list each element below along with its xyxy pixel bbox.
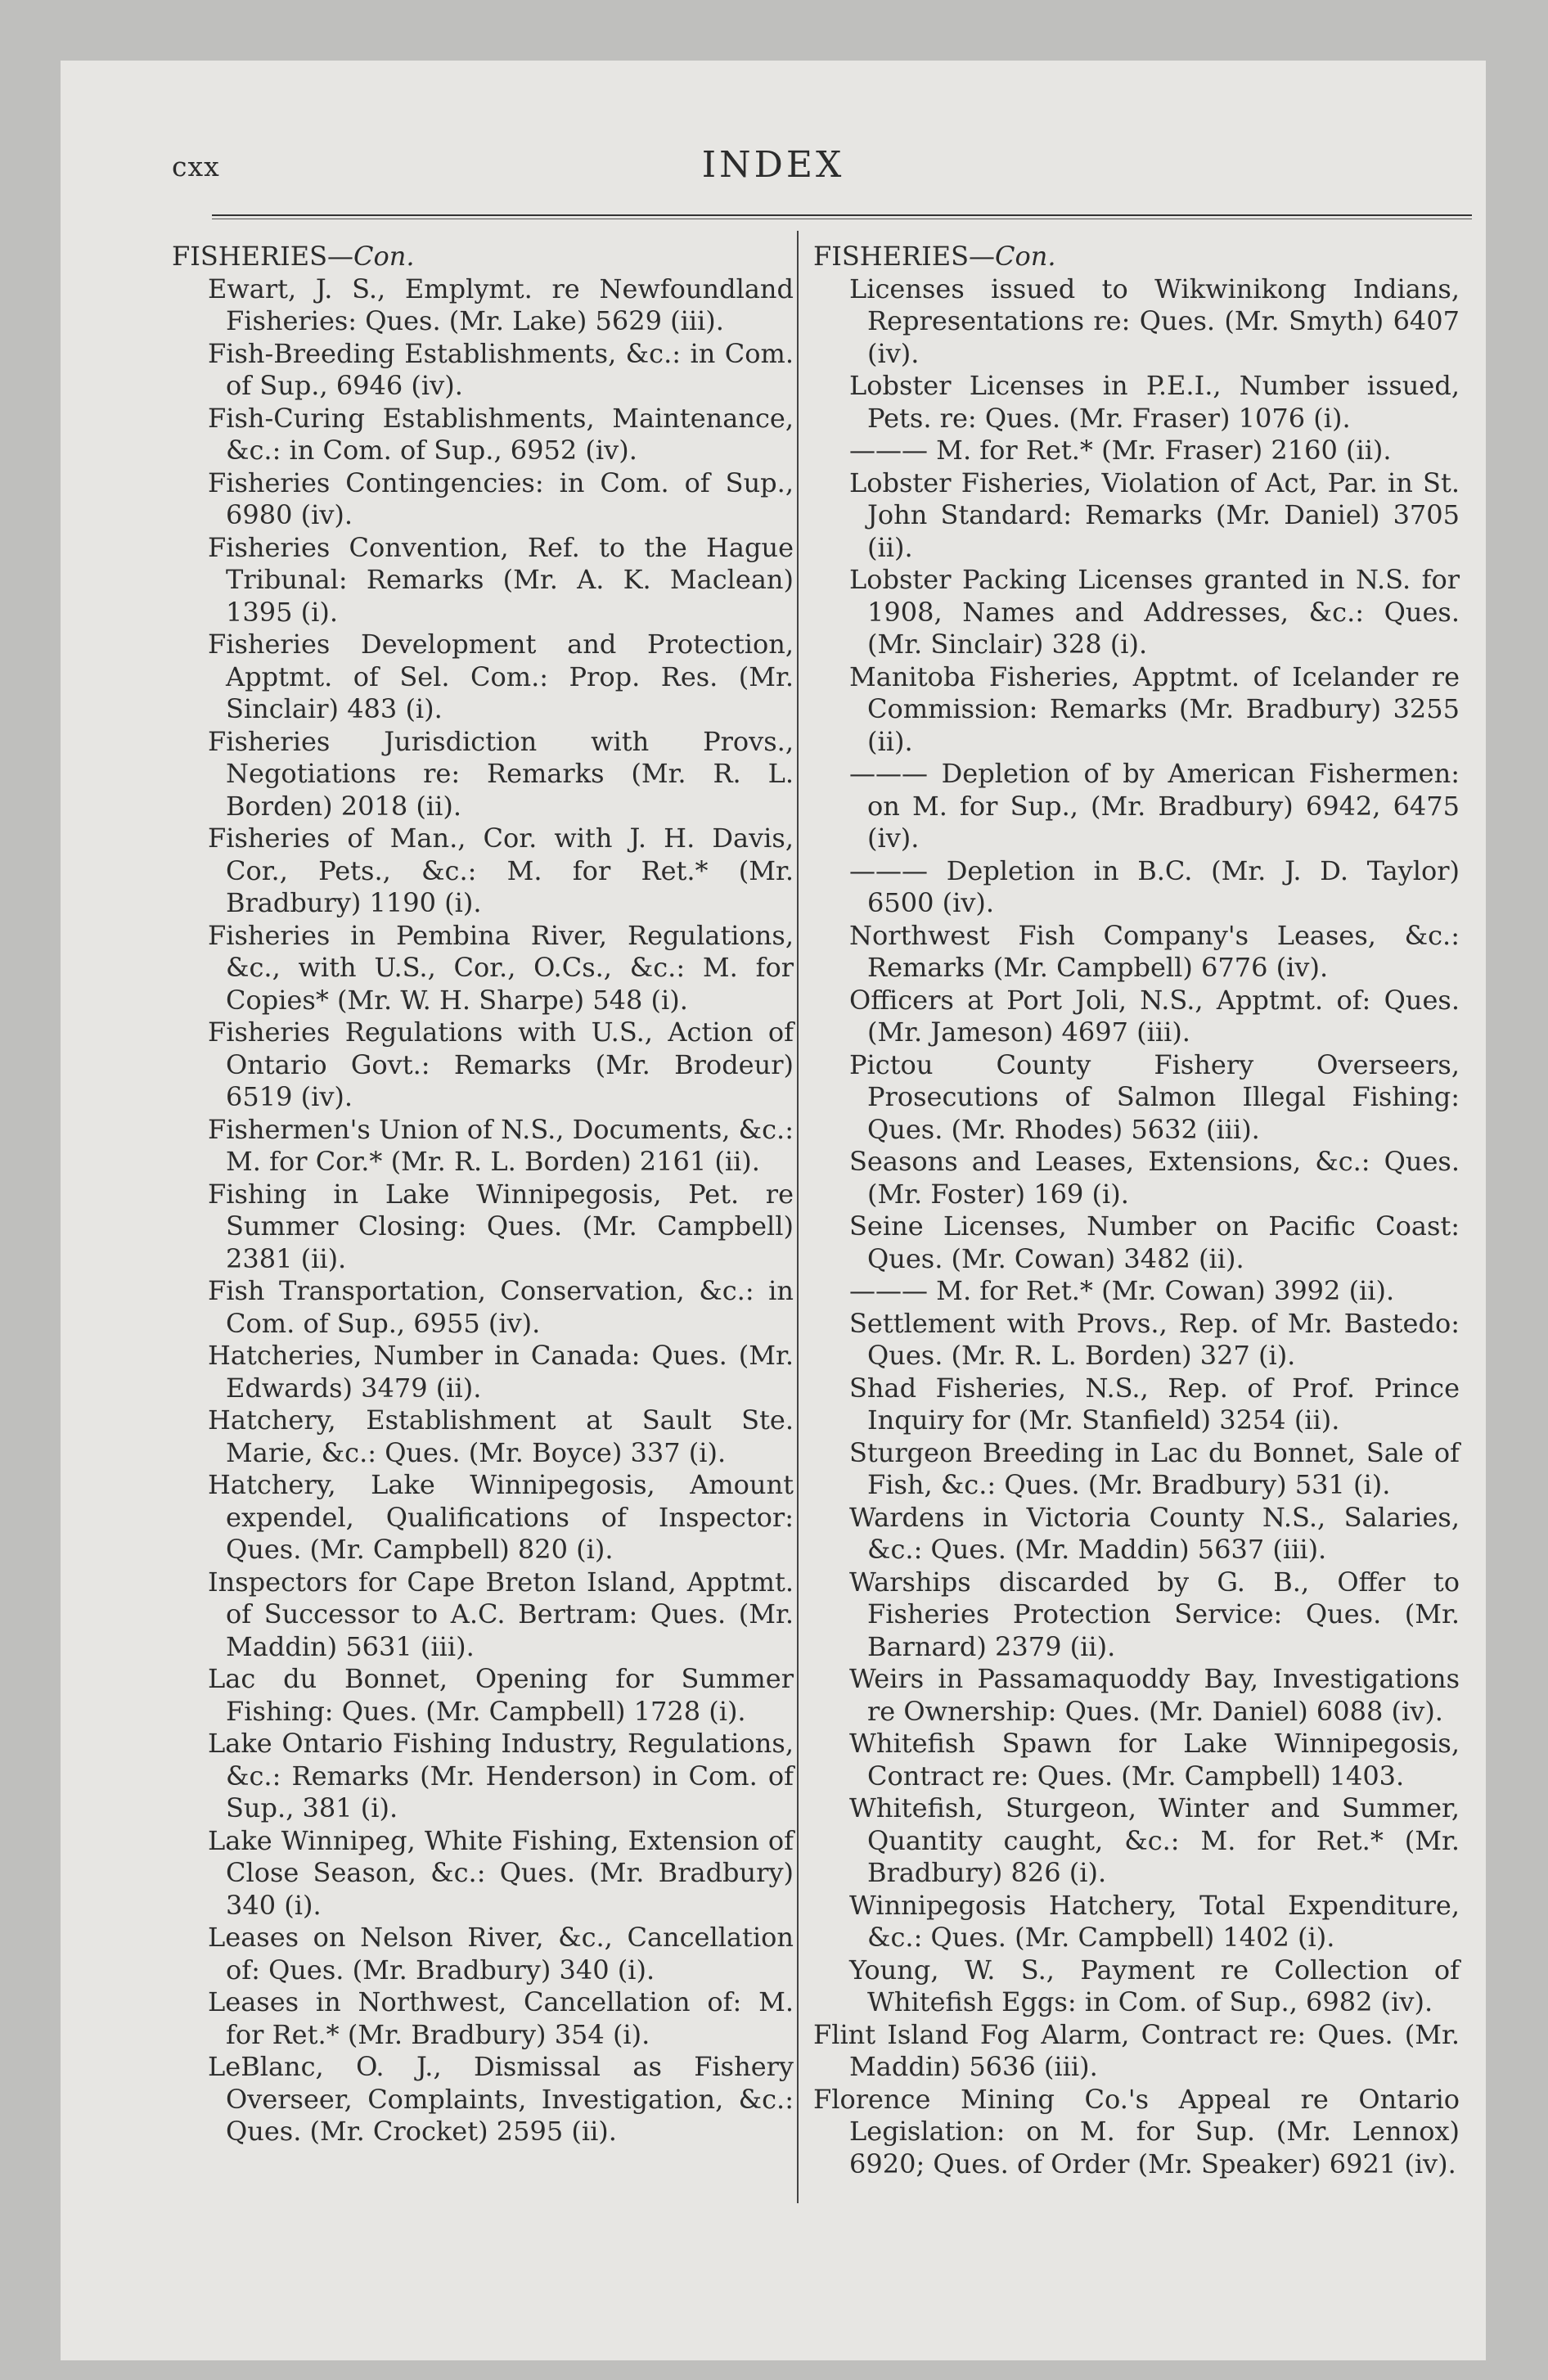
right-column: [813, 241, 1460, 2180]
index-entry: Fish-Curing Establishments, Maintenance, &c.: in Com. of Sup., 6952 (iv).: [208, 402, 794, 466]
index-entry: Lobster Packing Licenses granted in N.S. for 1908, Names and Addresses, &c.: Ques. (Mr. Sinclair) 328 (i).: [849, 564, 1460, 660]
index-entry: Fisheries of Man., Cor. with J. H. Davis, Cor., Pets., &c.: M. for Ret.* (Mr. Bradbury) 1190 (i).: [208, 823, 794, 918]
index-entry: Manitoba Fisheries, Apptmt. of Icelander re Commission: Remarks (Mr. Bradbury) 3255 (ii).: [849, 660, 1460, 757]
index-entry: Lobster Licenses in P.E.I., Number issued, Pets. re: Ques. (Mr. Fraser) 1076 (i).: [849, 370, 1460, 434]
index-entry: Fishing in Lake Winnipegosis, Pet. re Summer Closing: Ques. (Mr. Campbell) 2381 (ii).: [208, 1178, 794, 1274]
index-page: [61, 61, 1486, 2360]
index-entry: Northwest Fish Company's Leases, &c.: Remarks (Mr. Campbell) 6776 (iv).: [849, 919, 1460, 983]
index-entry: Hatchery, Establishment at Sault Ste. Marie, &c.: Ques. (Mr. Boyce) 337 (i).: [208, 1404, 794, 1468]
page-number: cxx: [172, 151, 220, 183]
heading-text: FISHERIES—: [172, 241, 354, 272]
header-rule: [212, 214, 1472, 216]
page-header: [61, 144, 1486, 193]
index-entry: Fisheries in Pembina River, Regulations, &c., with U.S., Cor., O.Cs., &c.: M. for Copies* (Mr. W. H. Sharpe) 548 (i).: [208, 919, 794, 1016]
index-entry: Leases in Northwest, Cancellation of: M. for Ret.* (Mr. Bradbury) 354 (i).: [208, 1986, 794, 2050]
index-entry: Fishermen's Union of N.S., Documents, &c.: M. for Cor.* (Mr. R. L. Borden) 2161 (ii).: [208, 1113, 794, 1177]
index-entry: Flint Island Fog Alarm, Contract re: Ques. (Mr. Maddin) 5636 (iii).: [813, 2018, 1460, 2082]
left-column: [172, 241, 794, 2148]
index-entry: Pictou County Fishery Overseers, Prosecutions of Salmon Illegal Fishing: Ques. (Mr. Rhodes) 5632 (iii).: [849, 1048, 1460, 1145]
index-entry: Licenses issued to Wikwinikong Indians, Representations re: Ques. (Mr. Smyth) 6407 (iv).: [849, 273, 1460, 369]
index-entry: Sturgeon Breeding in Lac du Bonnet, Sale of Fish, &c.: Ques. (Mr. Bradbury) 531 (i).: [849, 1436, 1460, 1500]
index-entry: ——— M. for Ret.* (Mr. Cowan) 3992 (ii).: [849, 1275, 1395, 1306]
index-entry: Lac du Bonnet, Opening for Summer Fishing: Ques. (Mr. Campbell) 1728 (i).: [208, 1663, 794, 1727]
page-title: INDEX: [701, 144, 845, 186]
index-entry: Fish Transportation, Conservation, &c.: in Com. of Sup., 6955 (iv).: [208, 1275, 794, 1339]
index-entry: Winnipegosis Hatchery, Total Expenditure, &c.: Ques. (Mr. Campbell) 1402 (i).: [849, 1889, 1460, 1953]
index-entry: Young, W. S., Payment re Collection of Whitefish Eggs: in Com. of Sup., 6982 (iv).: [849, 1954, 1460, 2017]
index-entry: Seasons and Leases, Extensions, &c.: Ques. (Mr. Foster) 169 (i).: [849, 1146, 1460, 1210]
index-entry: Fisheries Regulations with U.S., Action of Ontario Govt.: Remarks (Mr. Brodeur) 6519 (iv).: [208, 1016, 794, 1112]
index-entry: Fisheries Development and Protection, Apptmt. of Sel. Com.: Prop. Res. (Mr. Sinclair) 483 (i).: [208, 629, 794, 724]
index-entry: Lobster Fisheries, Violation of Act, Par. in St. John Standard: Remarks (Mr. Daniel) 3705 (ii).: [849, 467, 1460, 563]
index-entry: Leases on Nelson River, &c., Cancellation of: Ques. (Mr. Bradbury) 340 (i).: [208, 1922, 794, 1986]
index-entry: Shad Fisheries, N.S., Rep. of Prof. Prince Inquiry for (Mr. Stanfield) 3254 (ii).: [849, 1372, 1460, 1436]
index-entry: Inspectors for Cape Breton Island, Apptmt. of Successor to A.C. Bertram: Ques. (Mr. Maddin) 5631 (iii).: [208, 1566, 794, 1662]
index-entry: Lake Winnipeg, White Fishing, Extension of Close Season, &c.: Ques. (Mr. Bradbury) 340 (i).: [208, 1824, 794, 1921]
index-entry: Hatchery, Lake Winnipegosis, Amount expendel, Qualifications of Inspector: Ques. (Mr. Campbell) 820 (i).: [208, 1469, 794, 1565]
left-column-heading: [172, 241, 794, 273]
index-entry: Fisheries Contingencies: in Com. of Sup., 6980 (iv).: [208, 467, 794, 530]
index-entry: ——— Depletion of by American Fishermen: on M. for Sup., (Mr. Bradbury) 6942, 6475 (iv).: [849, 758, 1460, 854]
index-entry: Fisheries Jurisdiction with Provs., Negotiations re: Remarks (Mr. R. L. Borden) 2018 (ii).: [208, 725, 794, 822]
index-entry: Officers at Port Joli, N.S., Apptmt. of: Ques. (Mr. Jameson) 4697 (iii).: [849, 984, 1460, 1048]
index-entry: ——— Depletion in B.C. (Mr. J. D. Taylor) 6500 (iv).: [849, 854, 1460, 918]
heading-text: FISHERIES—: [813, 241, 996, 272]
index-entry: Fisheries Convention, Ref. to the Hague Tribunal: Remarks (Mr. A. K. Maclean) 1395 (i).: [208, 531, 794, 628]
index-entry: Weirs in Passamaquoddy Bay, Investigations re Ownership: Ques. (Mr. Daniel) 6088 (iv).: [849, 1663, 1460, 1727]
index-entry: Seine Licenses, Number on Pacific Coast: Ques. (Mr. Cowan) 3482 (ii).: [849, 1210, 1460, 1274]
index-entry: Hatcheries, Number in Canada: Ques. (Mr. Edwards) 3479 (ii).: [208, 1340, 794, 1404]
index-entry: Whitefish Spawn for Lake Winnipegosis, Contract re: Ques. (Mr. Campbell) 1403.: [849, 1728, 1460, 1792]
index-entry: ——— M. for Ret.* (Mr. Fraser) 2160 (ii).: [849, 435, 1392, 466]
index-entry: Fish-Breeding Establishments, &c.: in Com. of Sup., 6946 (iv).: [208, 337, 794, 401]
heading-con: Con.: [353, 241, 415, 272]
index-entry: Settlement with Provs., Rep. of Mr. Bastedo: Ques. (Mr. R. L. Borden) 327 (i).: [849, 1307, 1460, 1371]
index-entry: Warships discarded by G. B., Offer to Fisheries Protection Service: Ques. (Mr. Barnard) 2379 (ii).: [849, 1566, 1460, 1662]
index-entry: Florence Mining Co.'s Appeal re Ontario Legislation: on M. for Sup. (Mr. Lennox) 6920; Ques. of Order (Mr. Speaker) 6921 (iv).: [813, 2083, 1460, 2179]
index-entry: LeBlanc, O. J., Dismissal as Fishery Overseer, Complaints, Investigation, &c.: Ques. (Mr. Crocket) 2595 (ii).: [208, 2051, 794, 2147]
right-column-heading: [813, 241, 1460, 273]
column-divider: [797, 231, 799, 2203]
index-entry: Whitefish, Sturgeon, Winter and Summer, Quantity caught, &c.: M. for Ret.* (Mr. Bradbury) 826 (i).: [849, 1792, 1460, 1888]
index-entry: Ewart, J. S., Emplymt. re Newfoundland Fisheries: Ques. (Mr. Lake) 5629 (iii).: [208, 273, 794, 336]
index-entry: Wardens in Victoria County N.S., Salaries, &c.: Ques. (Mr. Maddin) 5637 (iii).: [849, 1501, 1460, 1565]
index-entry: Lake Ontario Fishing Industry, Regulations, &c.: Remarks (Mr. Henderson) in Com. of Sup., 381 (i).: [208, 1728, 794, 1823]
heading-con: Con.: [995, 241, 1056, 272]
